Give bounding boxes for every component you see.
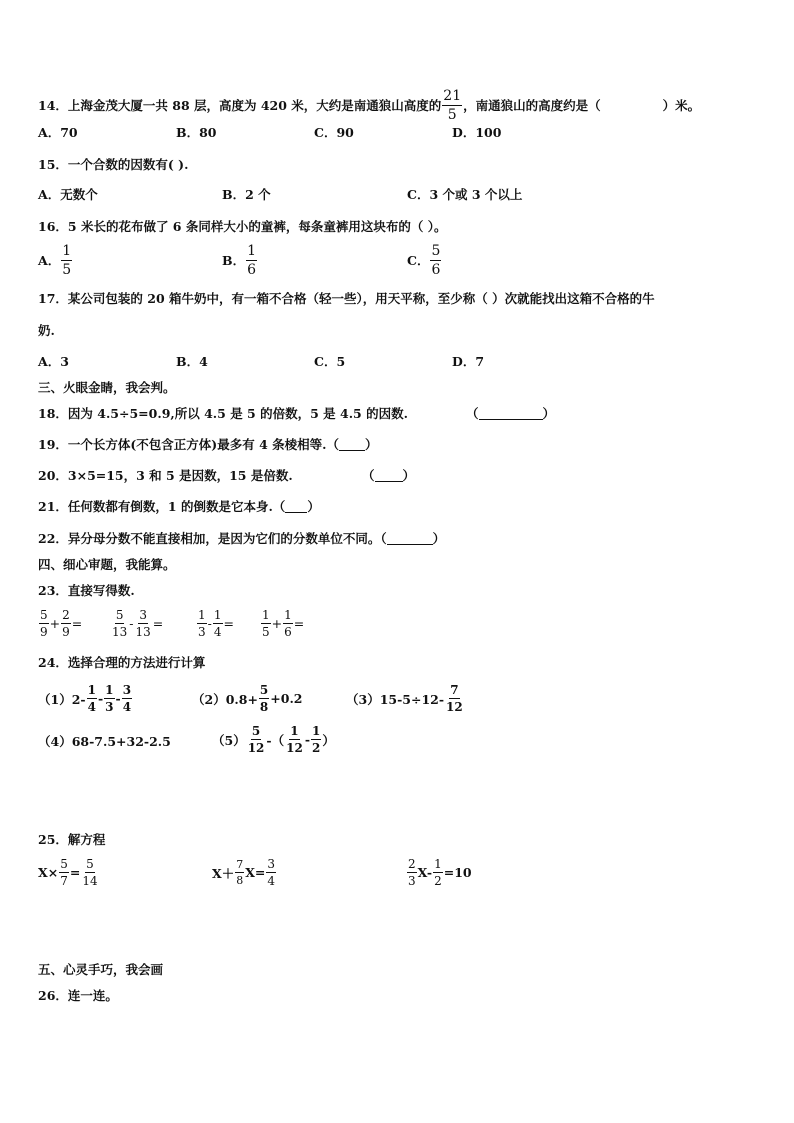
equation-text: X- <box>417 865 433 880</box>
frac-numerator: 5 <box>251 724 261 738</box>
equals-sign: = <box>152 616 164 631</box>
q24-problem-3 <box>346 684 465 713</box>
equation-text: =10 <box>443 865 472 880</box>
equation-text: X＋ <box>212 865 235 881</box>
fraction <box>283 609 293 638</box>
q14-option-b[interactable]: B．80 <box>176 125 217 140</box>
q16-option-c-fraction <box>430 244 441 277</box>
frac-denominator: 12 <box>446 700 463 714</box>
question-21 <box>38 499 320 515</box>
fraction <box>261 609 271 638</box>
frac-numerator: 3 <box>267 857 276 871</box>
frac-denominator: 3 <box>408 874 416 888</box>
q17-option-b[interactable]: B．4 <box>176 354 208 369</box>
fraction <box>445 684 464 713</box>
fraction <box>122 684 132 713</box>
q16-option-b-fraction <box>246 244 257 277</box>
frac-numerator: 1 <box>312 724 321 738</box>
frac-numerator: 1 <box>262 608 270 622</box>
frac-denominator: 13 <box>112 625 128 639</box>
q14-frac-numerator: 21 <box>443 88 462 104</box>
fraction <box>61 609 71 638</box>
frac-numerator: 1 <box>198 608 206 622</box>
q15-option-a[interactable]: A．无数个 <box>38 187 98 202</box>
q25-equation-3 <box>406 858 472 887</box>
question-17-line-2: 奶. <box>38 323 55 338</box>
q22-text: 22．异分母分数不能直接相加，是因为它们的分数单位不同。 <box>38 531 381 546</box>
question-15: 15．一个合数的因数有( ). <box>38 157 189 172</box>
frac-denominator: 14 <box>82 874 98 888</box>
fraction <box>259 684 269 713</box>
q16-option-a-label: A． <box>38 252 61 268</box>
q25-equation-1 <box>38 858 100 887</box>
frac-numerator: 7 <box>450 683 459 697</box>
q19-text: 19．一个长方体(不包含正方体)最多有 4 条棱相等. <box>38 437 327 452</box>
q15-option-c[interactable]: C．3 个或 3 个以上 <box>407 187 523 202</box>
q16-option-c[interactable] <box>407 244 442 277</box>
fraction <box>235 859 244 886</box>
q14-text-b: ，南通狼山的高度约是（ <box>463 97 601 113</box>
section-4-heading: 四、细心审题，我能算。 <box>38 557 176 572</box>
equals-sign: = <box>71 616 83 631</box>
frac-denominator: 4 <box>87 700 96 714</box>
frac-denominator: 12 <box>286 741 303 755</box>
frac-denominator: 5 <box>262 625 270 639</box>
operator: - <box>97 691 104 706</box>
q18-text: 18．因为 4.5÷5=0.9,所以 4.5 是 5 的倍数，5 是 4.5 的因数. <box>38 406 408 421</box>
frac-denominator: 9 <box>40 625 48 639</box>
operator: + <box>271 616 283 631</box>
q18-answer-blank[interactable]: （ ） <box>466 406 556 421</box>
fraction <box>135 609 152 638</box>
frac-denominator: 4 <box>267 874 276 888</box>
frac-denominator: 8 <box>236 874 244 887</box>
operator: -（ <box>266 732 285 748</box>
frac-denominator: 4 <box>122 700 132 714</box>
problem-label: （5） <box>212 732 246 748</box>
q19-answer-blank[interactable]: （ ） <box>326 437 378 452</box>
fraction <box>213 609 223 638</box>
operator: - <box>207 616 212 631</box>
frac-denominator: 7 <box>60 874 68 888</box>
frac-numerator: 5 <box>86 857 94 871</box>
frac-numerator: 1 <box>213 608 222 622</box>
question-20 <box>38 468 293 484</box>
fraction <box>247 725 266 754</box>
q16-option-b-label: B． <box>222 252 246 268</box>
equals-sign: = <box>223 616 234 631</box>
frac-numerator: 5 <box>431 243 441 259</box>
question-14 <box>38 89 700 122</box>
q16-option-a-fraction <box>61 244 72 277</box>
frac-numerator: 1 <box>62 243 72 259</box>
q14-fraction <box>442 89 462 122</box>
fraction <box>407 858 417 887</box>
frac-denominator: 6 <box>247 262 256 278</box>
frac-numerator: 1 <box>434 857 442 871</box>
q23-expression-3 <box>196 609 234 638</box>
frac-numerator: 2 <box>408 857 416 871</box>
frac-numerator: 5 <box>40 608 48 622</box>
fraction <box>87 684 97 713</box>
q17-option-a[interactable]: A．3 <box>38 354 69 369</box>
question-16: 16．5 米长的花布做了 6 条同样大小的童裤，每条童裤用这块布的（ ）。 <box>38 219 447 234</box>
fraction <box>81 858 98 887</box>
q15-option-b[interactable]: B．2 个 <box>222 187 271 202</box>
frac-denominator: 6 <box>284 625 292 639</box>
fraction <box>197 609 207 638</box>
q24-problem-4: （4）68-7.5+32-2.5 <box>38 734 171 749</box>
q21-text: 21．任何数都有倒数，1 的倒数是它本身. <box>38 499 273 514</box>
q14-option-a[interactable]: A．70 <box>38 125 78 140</box>
problem-label: （1）2- <box>38 691 86 707</box>
equals-sign: = <box>69 865 81 880</box>
q14-option-c[interactable]: C．90 <box>314 125 354 140</box>
q22-answer-blank[interactable]: （ ） <box>380 531 446 546</box>
fraction <box>39 609 49 638</box>
frac-numerator: 1 <box>284 608 292 622</box>
frac-denominator: 2 <box>434 874 442 888</box>
equation-text: X= <box>245 865 266 880</box>
operator: - <box>115 691 121 706</box>
equation-text: X× <box>38 865 59 880</box>
expression-tail: +0.2 <box>270 691 303 706</box>
fraction <box>433 858 443 887</box>
q20-answer-blank[interactable]: （ ） <box>362 468 416 483</box>
fraction <box>311 725 321 754</box>
q23-expression-2 <box>110 609 163 638</box>
q16-option-c-label: C． <box>407 252 430 268</box>
problem-label: （2）0.8+ <box>192 691 258 707</box>
frac-denominator: 8 <box>259 700 269 714</box>
q14-text-a: 14．上海金茂大厦一共 88 层，高度为 420 米，大约是南通狼山高度的 <box>38 97 442 113</box>
operator: - <box>304 732 311 747</box>
fraction <box>104 684 114 713</box>
frac-denominator: 4 <box>213 625 222 639</box>
equals-sign: = <box>293 616 305 631</box>
frac-numerator: 2 <box>62 608 70 622</box>
frac-numerator: 5 <box>115 608 124 622</box>
q17-option-c[interactable]: C．5 <box>314 354 346 369</box>
frac-denominator: 2 <box>312 741 321 755</box>
fraction <box>111 609 128 638</box>
fraction <box>266 858 276 887</box>
frac-denominator: 3 <box>198 625 206 639</box>
question-23-title: 23．直接写得数. <box>38 583 135 598</box>
frac-numerator: 1 <box>247 243 256 259</box>
question-17-line-1: 17．某公司包装的 20 箱牛奶中，有一箱不合格（轻一些），用天平称，至少称（ ）次就能找出这箱不合格的牛 <box>38 291 655 306</box>
problem-label: （3）15-5÷12- <box>346 691 445 707</box>
frac-denominator: 5 <box>62 262 72 278</box>
frac-numerator: 3 <box>139 608 147 622</box>
frac-numerator: 5 <box>259 683 269 697</box>
frac-denominator: 13 <box>135 625 151 639</box>
frac-numerator: 1 <box>105 683 114 697</box>
q17-option-d[interactable]: D．7 <box>452 354 485 369</box>
question-24-title: 24．选择合理的方法进行计算 <box>38 655 206 670</box>
q24-problem-1 <box>38 684 133 713</box>
frac-numerator: 3 <box>122 683 132 697</box>
q23-expression-1 <box>38 609 82 638</box>
operator: + <box>49 616 61 631</box>
question-19 <box>38 437 378 453</box>
fraction <box>59 858 69 887</box>
close-paren: ） <box>322 732 335 748</box>
frac-numerator: 1 <box>290 724 299 738</box>
frac-numerator: 1 <box>87 683 96 697</box>
q14-option-d[interactable]: D．100 <box>452 125 502 140</box>
section-3-heading: 三、火眼金睛，我会判。 <box>38 380 176 395</box>
q25-equation-2 <box>212 858 277 887</box>
frac-denominator: 6 <box>431 262 441 278</box>
q14-frac-denominator: 5 <box>447 107 457 123</box>
q16-option-b[interactable] <box>222 244 258 277</box>
q14-text-c: ）米。 <box>662 97 701 113</box>
question-18 <box>38 406 408 422</box>
frac-denominator: 9 <box>62 625 70 639</box>
q24-problem-2 <box>192 684 303 713</box>
fraction <box>285 725 304 754</box>
frac-denominator: 3 <box>105 700 114 714</box>
question-25-title: 25．解方程 <box>38 832 106 847</box>
q20-text: 20．3×5=15，3 和 5 是因数，15 是倍数. <box>38 468 293 483</box>
frac-denominator: 12 <box>247 741 265 755</box>
q16-option-a[interactable] <box>38 244 73 277</box>
operator: - <box>129 616 134 631</box>
frac-numerator: 7 <box>236 858 244 871</box>
frac-numerator: 5 <box>60 857 68 871</box>
q24-problem-5 <box>212 725 335 754</box>
q21-answer-blank[interactable]: （ ） <box>272 499 320 514</box>
q23-expression-4 <box>260 609 304 638</box>
question-26: 26．连一连。 <box>38 988 118 1003</box>
question-22 <box>38 531 445 547</box>
section-5-heading: 五、心灵手巧，我会画 <box>38 962 164 977</box>
